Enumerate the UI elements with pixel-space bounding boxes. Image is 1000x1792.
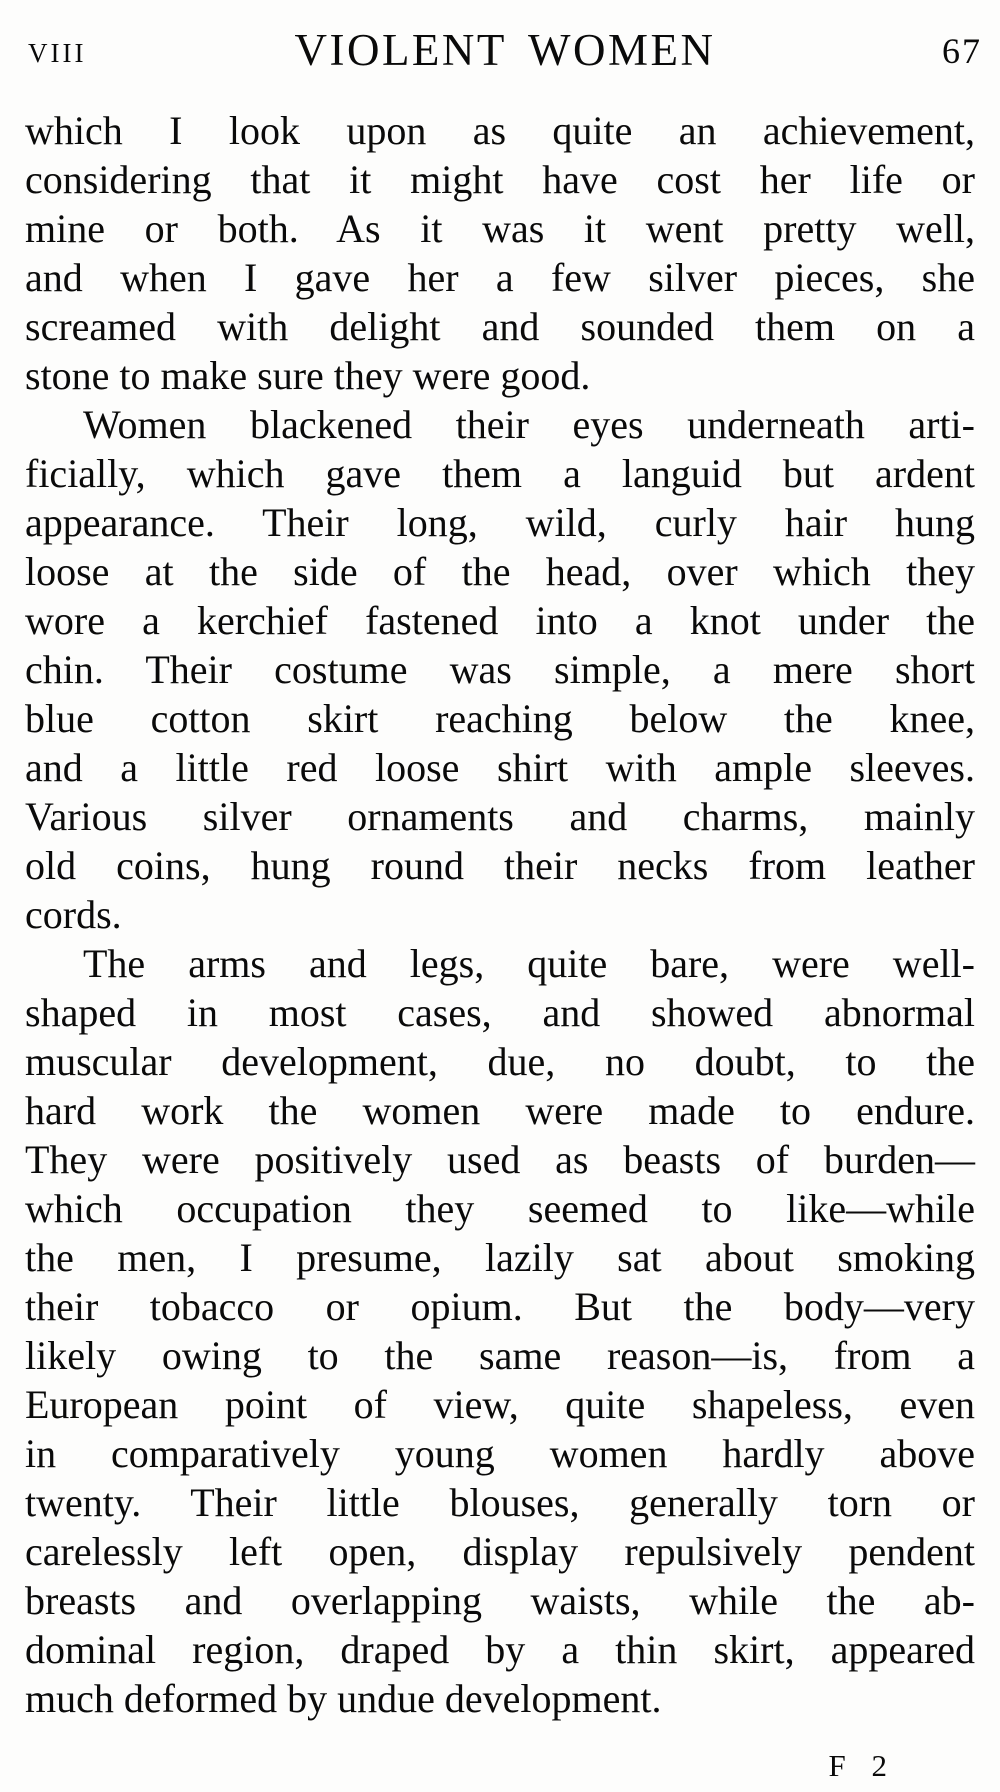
text-line: blue cotton skirt reaching below the knee, bbox=[25, 696, 975, 741]
text-line: European point of view, quite shapeless, even bbox=[25, 1382, 975, 1427]
text-line: appearance. Their long, wild, curly hair hung bbox=[25, 500, 975, 545]
text-line: shaped in most cases, and showed abnormal bbox=[25, 990, 975, 1035]
text-line: chin. Their costume was simple, a mere short bbox=[25, 647, 975, 692]
text-line: Women blackened their eyes underneath arti- bbox=[83, 402, 975, 447]
text-line: considering that it might have cost her life or bbox=[25, 157, 975, 202]
text-line: They were positively used as beasts of burden— bbox=[25, 1137, 975, 1182]
text-line: the men, I presume, lazily sat about smoking bbox=[25, 1235, 975, 1280]
text-line: Various silver ornaments and charms, mainly bbox=[25, 794, 975, 839]
page-number: 67 bbox=[942, 31, 982, 71]
text-line: likely owing to the same reason—is, from a bbox=[25, 1333, 975, 1378]
text-line: and when I gave her a few silver pieces, she bbox=[25, 255, 975, 300]
chapter-number: VIII bbox=[28, 38, 87, 68]
text-line: carelessly left open, display repulsively pendent bbox=[25, 1529, 975, 1574]
text-line: which occupation they seemed to like—while bbox=[25, 1186, 975, 1231]
text-line: dominal region, draped by a thin skirt, appeared bbox=[25, 1627, 975, 1672]
text-line: which I look upon as quite an achievement, bbox=[25, 108, 975, 153]
text-line: much deformed by undue development. bbox=[25, 1676, 662, 1721]
printer-signature-mark: F 2 bbox=[828, 1748, 888, 1783]
text-line: hard work the women were made to endure. bbox=[25, 1088, 975, 1133]
text-line: old coins, hung round their necks from leather bbox=[25, 843, 975, 888]
text-line: screamed with delight and sounded them on a bbox=[25, 304, 975, 349]
text-line: mine or both. As it was it went pretty well, bbox=[25, 206, 975, 251]
text-line: loose at the side of the head, over which they bbox=[25, 549, 975, 594]
text-block bbox=[25, 106, 975, 1723]
text-line: cords. bbox=[25, 892, 122, 937]
text-line: breasts and overlapping waists, while the ab- bbox=[25, 1578, 975, 1623]
text-line: wore a kerchief fastened into a knot under the bbox=[25, 598, 975, 643]
text-line: their tobacco or opium. But the body—very bbox=[25, 1284, 975, 1329]
text-line: twenty. Their little blouses, generally torn or bbox=[25, 1480, 975, 1525]
page-title: VIOLENT WOMEN bbox=[294, 25, 716, 75]
text-line: The arms and legs, quite bare, were well- bbox=[83, 941, 975, 986]
text-line: and a little red loose shirt with ample sleeves. bbox=[25, 745, 975, 790]
text-line: ficially, which gave them a languid but ardent bbox=[25, 451, 975, 496]
text-line: stone to make sure they were good. bbox=[25, 353, 591, 398]
text-line: muscular development, due, no doubt, to the bbox=[25, 1039, 975, 1084]
running-header bbox=[28, 24, 982, 75]
text-line: in comparatively young women hardly above bbox=[25, 1431, 975, 1476]
